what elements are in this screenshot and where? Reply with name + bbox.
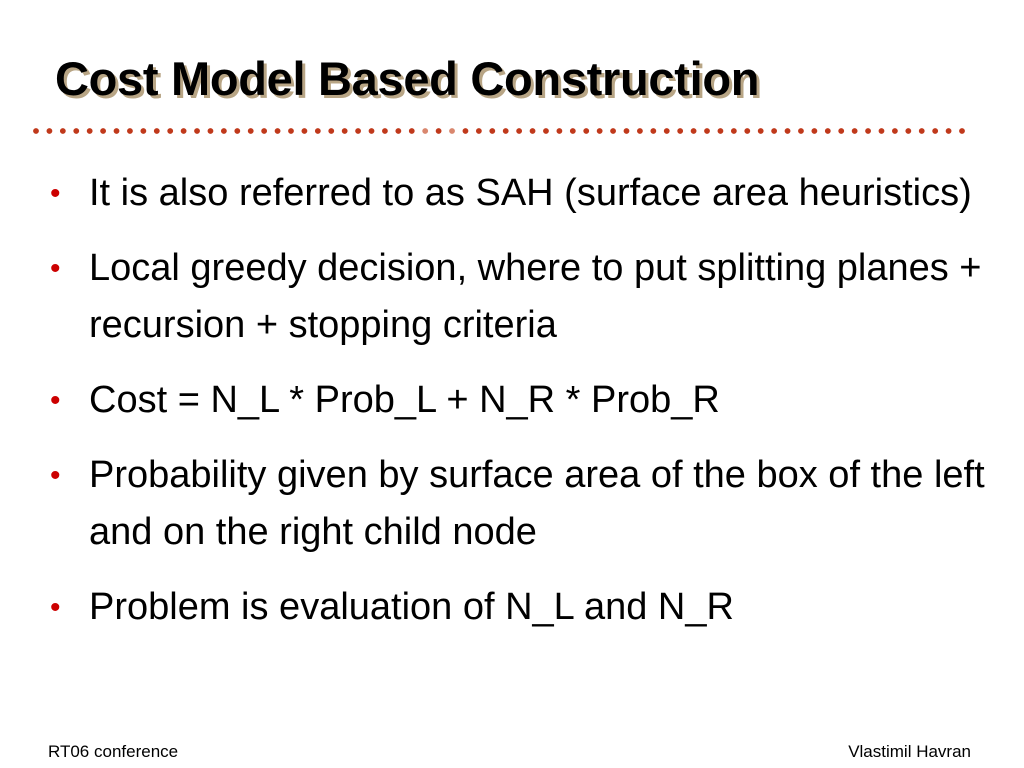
footer-conference: RT06 conference — [48, 742, 179, 761]
bullet-item — [50, 240, 995, 354]
bullet-text: Cost = N_L * Prob_L + N_R * Prob_R — [89, 379, 720, 421]
divider-dot — [234, 128, 240, 134]
divider-dot — [677, 128, 683, 134]
divider-dot — [771, 128, 777, 134]
divider-dot — [785, 128, 791, 134]
divider-dot — [798, 128, 804, 134]
divider-dot — [489, 128, 495, 134]
divider-dot — [637, 128, 643, 134]
divider-dot — [664, 128, 670, 134]
divider-dot — [261, 128, 267, 134]
divider-dot — [395, 128, 401, 134]
divider-dot — [47, 128, 53, 134]
divider-dot — [530, 128, 536, 134]
divider-dot — [140, 128, 146, 134]
divider-dot — [946, 128, 952, 134]
divider-dot — [516, 128, 522, 134]
bullet-item — [50, 165, 995, 222]
bullet-dot-icon: • — [50, 384, 61, 417]
divider-dot — [718, 128, 724, 134]
divider-dot — [597, 128, 603, 134]
divider-dot — [181, 128, 187, 134]
divider-dot — [382, 128, 388, 134]
divider-dot — [758, 128, 764, 134]
divider-dot — [127, 128, 133, 134]
divider-dot — [811, 128, 817, 134]
bullet-dot-icon: • — [50, 591, 61, 624]
divider-dot — [691, 128, 697, 134]
divider-dot — [369, 128, 375, 134]
divider-dot — [288, 128, 294, 134]
divider-dot — [208, 128, 214, 134]
divider-dot — [114, 128, 120, 134]
divider-dot — [959, 128, 965, 134]
divider-dot — [624, 128, 630, 134]
divider-dot — [194, 128, 200, 134]
divider-dot — [87, 128, 93, 134]
divider-dot — [919, 128, 925, 134]
divider-dot — [449, 128, 455, 134]
divider-dot — [865, 128, 871, 134]
divider-dot — [838, 128, 844, 134]
divider-dot — [33, 128, 39, 134]
divider-dot — [704, 128, 710, 134]
divider-dot — [315, 128, 321, 134]
divider-dot — [409, 128, 415, 134]
divider-dot — [342, 128, 348, 134]
divider-dot — [302, 128, 308, 134]
divider-dot — [932, 128, 938, 134]
divider-dot — [355, 128, 361, 134]
bullet-item — [50, 579, 995, 636]
dotted-divider — [30, 123, 970, 139]
divider-dot — [60, 128, 66, 134]
bullet-item — [50, 447, 995, 561]
slide-title: Cost Model Based Construction — [55, 52, 760, 105]
bullet-list — [50, 165, 995, 654]
divider-dot — [583, 128, 589, 134]
divider-dot — [543, 128, 549, 134]
divider-dot — [221, 128, 227, 134]
bullet-dot-icon: • — [50, 252, 61, 285]
divider-dot — [892, 128, 898, 134]
divider-dot — [825, 128, 831, 134]
divider-dot — [275, 128, 281, 134]
bullet-item — [50, 372, 995, 429]
divider-dot — [100, 128, 106, 134]
divider-dot — [731, 128, 737, 134]
bullet-text: Problem is evaluation of N_L and N_R — [89, 586, 734, 628]
divider-dot — [476, 128, 482, 134]
divider-dot — [556, 128, 562, 134]
divider-dot — [650, 128, 656, 134]
divider-dot — [503, 128, 509, 134]
divider-dot — [852, 128, 858, 134]
divider-dot — [744, 128, 750, 134]
divider-dot — [905, 128, 911, 134]
bullet-text: It is also referred to as SAH (surface area heuristics) — [89, 172, 972, 214]
divider-dot — [879, 128, 885, 134]
divider-dot — [328, 128, 334, 134]
divider-dot — [167, 128, 173, 134]
divider-dot — [610, 128, 616, 134]
divider-dot — [248, 128, 254, 134]
divider-dot — [436, 128, 442, 134]
divider-dot — [422, 128, 428, 134]
divider-dot — [73, 128, 79, 134]
bullet-dot-icon: • — [50, 459, 61, 492]
footer-author: Vlastimil Havran — [848, 742, 971, 761]
bullet-text: Local greedy decision, where to put splitting planes + recursion + stopping criteria — [89, 247, 982, 346]
bullet-text: Probability given by surface area of the box of the left and on the right child node — [89, 454, 985, 553]
bullet-dot-icon: • — [50, 177, 61, 210]
divider-dot — [154, 128, 160, 134]
divider-dot — [570, 128, 576, 134]
divider-dot — [463, 128, 469, 134]
